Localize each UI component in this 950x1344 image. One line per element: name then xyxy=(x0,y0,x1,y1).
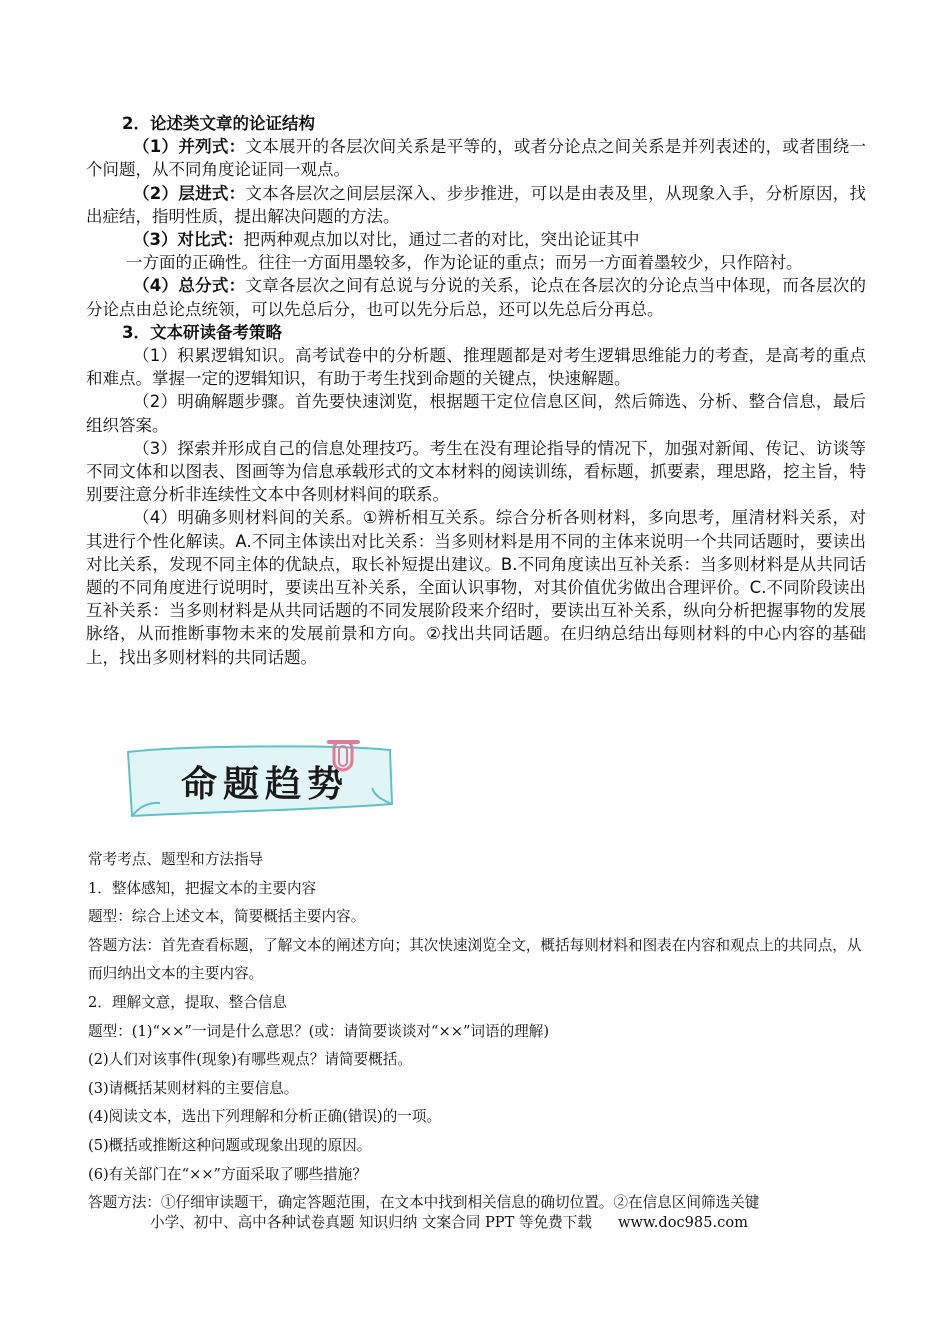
argument-structure-section xyxy=(86,112,866,669)
paragraph-parallel xyxy=(86,135,866,181)
paragraph-general-specific xyxy=(86,274,866,320)
strategy-paragraph-2: （2）明确解题步骤。首先要快速浏览，根据题干定位信息区间，然后筛选、分析、整合信息，最后组织答案。 xyxy=(86,392,866,435)
text-parallel: 文本展开的各层次间关系是平等的，或者分论点之间关系是并列表述的，或者围绕一个问题，从不同角度论证同一观点。 xyxy=(86,137,866,180)
section-heading-2: 2．论述类文章的论证结构 xyxy=(122,114,315,133)
text-general-specific: 文章各层次之间有总说与分说的关系，论点在各层次的分论点当中体现，而各层次的分论点由总论点统领，可以先总后分，也可以先分后总，还可以先总后分再总。 xyxy=(86,276,866,319)
label-parallel: （1）并列式： xyxy=(133,137,246,157)
guidance-line-9: (5)概括或推断这种问题或现象出现的原因。 xyxy=(88,1136,372,1154)
text-progressive: 文本各层次之间层层深入、步步推进，可以是由表及里，从现象入手，分析原因，找出症结，指明性质，提出解决问题的方法。 xyxy=(86,183,866,226)
paragraph-progressive xyxy=(86,182,866,228)
guidance-line-3: 答题方法：首先查看标题，了解文本的阐述方向；其次快速浏览全文，概括每则材料和图表在内容和观点上的共同点，从而归纳出文本的主要内容。 xyxy=(88,936,862,983)
section-heading-3: 3．文本研读备考策略 xyxy=(122,322,282,342)
guidance-line-7: (3)请概括某则材料的主要信息。 xyxy=(88,1079,299,1097)
guidance-line-10: (6)有关部门在“××”方面采取了哪些措施？ xyxy=(88,1165,367,1183)
strategy-paragraph-1: （1）积累逻辑知识。高考试卷中的分析题、推理题都是对考生逻辑思维能力的考查，是高考的重点和难点。掌握一定的逻辑知识，有助于考生找到命题的关键点，快速解题。 xyxy=(86,346,866,389)
footer-text: 小学、初中、高中各种试卷真题 知识归纳 文案合同 PPT 等免费下载 xyxy=(150,1214,592,1231)
guidance-line-8: (4)阅读文本，选出下列理解和分析正确(错误)的一项。 xyxy=(88,1108,442,1126)
strategy-paragraph-4: （4）明确多则材料间的关系。①辨析相互关系。综合分析各则材料，多向思考，厘清材料关系，对其进行个性化解读。A.不同主体读出对比关系：当多则材料是用不同的主体来说明一个共同话题时，要读出对比关系，发现不同主体的优缺点，取长补短提出建议。B.不同角度读出互补关系：当多则材料是从共同话题的不同角度进行说明时，要读出互补关系，全面认识事物，对其价值优劣做出合理评价。C.不同阶段读出互补关系：当多则材料是从共同话题的不同发展阶段来介绍时，要读出互补关系，纵向分析把握事物的发展脉络，从而推断事物未来的发展前景和方向。②找出共同话题。在归纳总结出每则材料的中心内容的基础上，找出多则材料的共同话题。 xyxy=(86,508,866,667)
guidance-line-0: 常考考点、题型和方法指导 xyxy=(88,851,264,868)
label-general-specific: （4）总分式： xyxy=(133,276,246,296)
label-progressive: （2）层进式： xyxy=(133,183,246,203)
guidance-line-4: 2．理解文意，提取、整合信息 xyxy=(88,993,288,1011)
paragraph-contrast-continued: 一方面的正确性。往往一方面用墨较多，作为论证的重点；而另一方面着墨较少，只作陪衬。 xyxy=(126,253,803,273)
guidance-line-2: 题型：综合上述文本，简要概括主要内容。 xyxy=(88,908,366,926)
guidance-line-11: 答题方法：①仔细审读题干，确定答题范围，在文本中找到相关信息的确切位置。②在信息区间筛选关键 xyxy=(88,1194,760,1212)
page-footer xyxy=(150,1211,850,1232)
text-contrast: 把两种观点加以对比，通过二者的对比，突出论证其中 xyxy=(243,230,640,250)
guidance-line-5: 题型：(1)“××”一词是什么意思？(或：请简要谈谈对“××”词语的理解) xyxy=(88,1022,550,1040)
footer-url[interactable]: www.doc985.com xyxy=(617,1214,748,1231)
banner-title: 命题趋势 xyxy=(180,763,349,805)
exam-guidance-section xyxy=(88,846,868,1218)
guidance-line-6: (2)人们对该事件(现象)有哪些观点？请简要概括。 xyxy=(88,1051,412,1069)
paragraph-contrast xyxy=(86,228,866,251)
trend-banner xyxy=(120,740,400,824)
guidance-line-1: 1．整体感知，把握文本的主要内容 xyxy=(88,879,317,897)
label-contrast: （3）对比式： xyxy=(133,230,244,250)
strategy-paragraph-3: （3）探索并形成自己的信息处理技巧。考生在没有理论指导的情况下，加强对新闻、传记、访谈等不同文体和以图表、图画等为信息承载形式的文本材料的阅读训练，看标题，抓要素，理思路，挖主旨，特别要注意分析非连续性文本中各则材料间的联系。 xyxy=(86,438,866,505)
